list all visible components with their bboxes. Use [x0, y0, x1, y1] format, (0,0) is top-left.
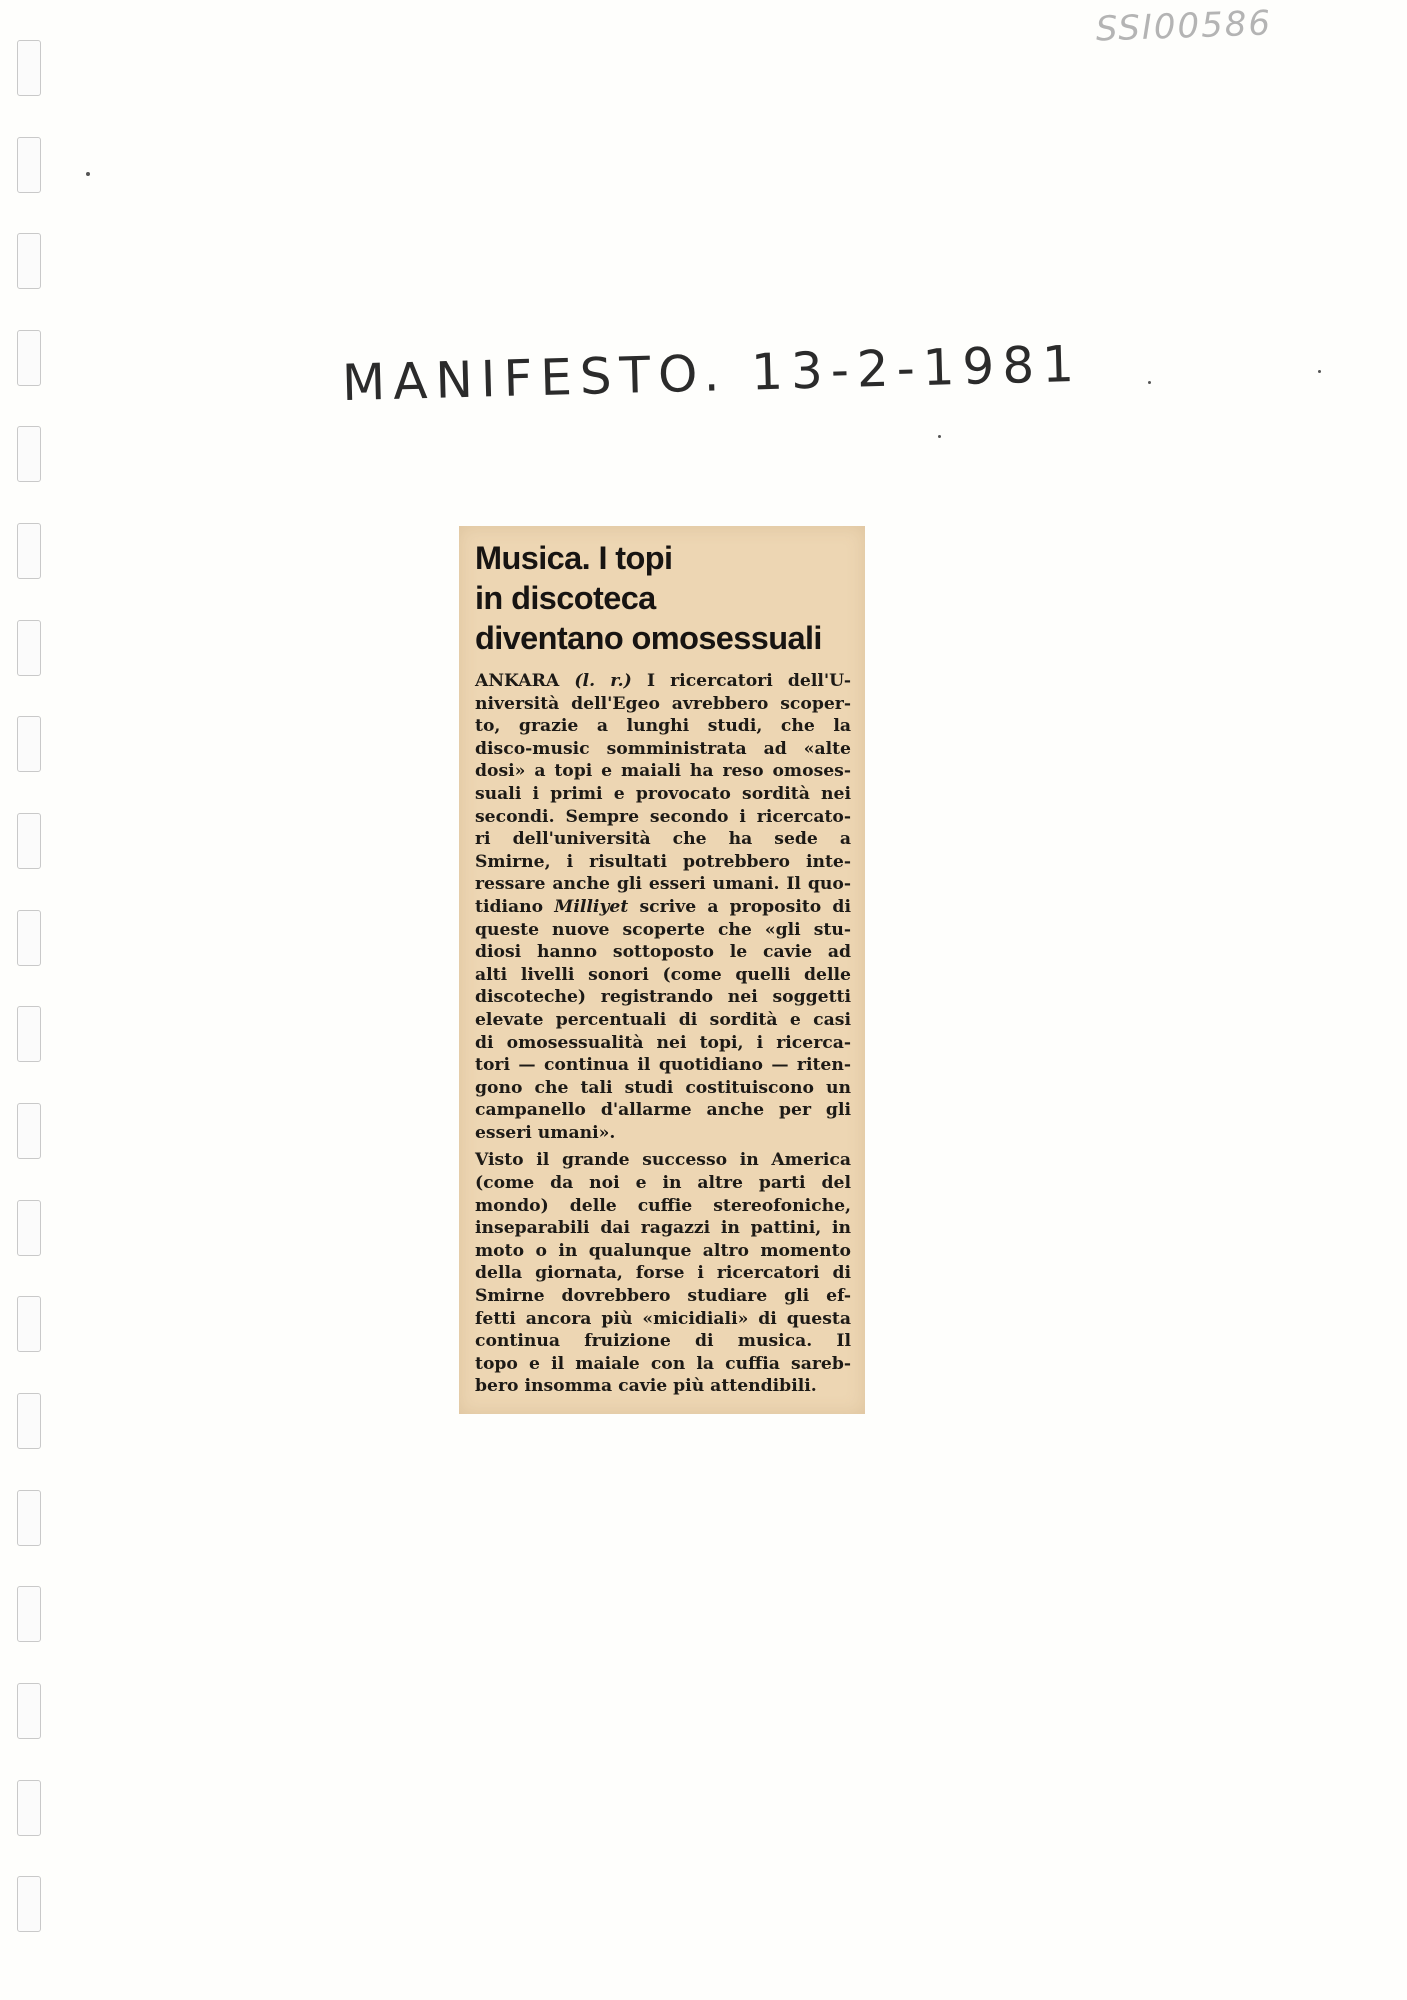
article-line: elevate percentuali di sordità e casi — [475, 1009, 851, 1030]
article-line: Smirne, i risultati potrebbero inte- — [475, 851, 851, 872]
article-line: to, grazie a lunghi studi, che la — [475, 716, 851, 737]
article-body — [475, 670, 851, 1398]
newspaper-clipping — [459, 526, 865, 1414]
binder-hole — [17, 137, 41, 193]
article-text: I ricercatori dell'U- — [631, 671, 851, 691]
article-line: niversità dell'Egeo avrebbero scoper- — [475, 693, 851, 714]
article-line: continua fruizione di musica. Il — [475, 1331, 851, 1352]
binder-hole — [17, 40, 41, 96]
binder-hole — [17, 426, 41, 482]
binder-hole — [17, 1006, 41, 1062]
article-line: discoteche) registrando nei soggetti — [475, 987, 851, 1008]
article-text: tidiano — [475, 896, 555, 917]
newspaper-name: Milliyet — [554, 896, 629, 917]
binder-hole — [17, 523, 41, 579]
binder-hole — [17, 1780, 41, 1836]
binder-hole — [17, 330, 41, 386]
dust-speck — [1318, 370, 1321, 373]
binder-hole — [17, 1683, 41, 1739]
article-line: Visto il grande successo in America — [475, 1150, 851, 1171]
dust-speck — [86, 172, 90, 176]
article-line: (come da noi e in altre parti del — [475, 1173, 851, 1194]
article-line: ri dell'università che ha sede a — [475, 829, 851, 850]
binder-hole — [17, 620, 41, 676]
binder-hole — [17, 1586, 41, 1642]
article-text: scrive a proposito di — [628, 896, 851, 917]
binder-hole — [17, 233, 41, 289]
headline-line: Musica. I topi — [475, 540, 673, 576]
article-line: dosi» a topi e maiali ha reso omoses- — [475, 761, 851, 782]
headline-line: in discoteca — [475, 580, 656, 616]
binder-hole — [17, 1103, 41, 1159]
dust-speck — [1148, 381, 1151, 384]
byline: (l. r.) — [574, 671, 632, 691]
article-line: fetti ancora più «micidiali» di questa — [475, 1308, 851, 1329]
binder-hole — [17, 1490, 41, 1546]
article-line: disco-music somministrata ad «alte — [475, 738, 851, 759]
article-line: di omosessualità nei topi, i ricerca- — [475, 1032, 851, 1053]
article-line — [475, 896, 851, 919]
binder-hole — [17, 910, 41, 966]
article-line: tori — continua il quotidiano — riten- — [475, 1055, 851, 1076]
article-line: alti livelli sonori (come quelli delle — [475, 964, 851, 985]
binder-hole — [17, 1296, 41, 1352]
article-line: Smirne dovrebbero studiare gli ef- — [475, 1286, 851, 1307]
article-line: suali i primi e provocato sordità nei — [475, 783, 851, 804]
article-line: topo e il maiale con la cuffia sareb- — [475, 1353, 851, 1374]
article-headline — [475, 538, 855, 658]
headline-line: diventano omosessuali — [475, 620, 822, 656]
dateline: ANKARA — [475, 671, 560, 691]
binder-hole — [17, 1200, 41, 1256]
article-line: della giornata, forse i ricercatori di — [475, 1263, 851, 1284]
article-line: moto o in qualunque altro momento — [475, 1240, 851, 1261]
dust-speck — [938, 435, 941, 438]
article-line: gono che tali studi costituiscono un — [475, 1077, 851, 1098]
handwritten-source-date: MANIFESTO. 13-2-1981 — [341, 334, 1083, 413]
article-line: secondi. Sempre secondo i ricercato- — [475, 806, 851, 827]
article-line: mondo) delle cuffie stereofoniche, — [475, 1195, 851, 1216]
binder-hole — [17, 813, 41, 869]
article-line: campanello d'allarme anche per gli — [475, 1100, 851, 1121]
article-line: queste nuove scoperte che «gli stu- — [475, 919, 851, 940]
binder-hole — [17, 1876, 41, 1932]
article-line: ressare anche gli esseri umani. Il quo- — [475, 874, 851, 895]
archive-id-stamp: SSI00586 — [1095, 3, 1273, 50]
article-line — [475, 670, 851, 693]
article-line: bero insomma cavie più attendibili. — [475, 1376, 817, 1397]
binder-hole — [17, 716, 41, 772]
article-line: inseparabili dai ragazzi in pattini, in — [475, 1218, 851, 1239]
article-line: esseri umani». — [475, 1122, 616, 1143]
article-line: diosi hanno sottoposto le cavie ad — [475, 942, 851, 963]
binder-hole — [17, 1393, 41, 1449]
